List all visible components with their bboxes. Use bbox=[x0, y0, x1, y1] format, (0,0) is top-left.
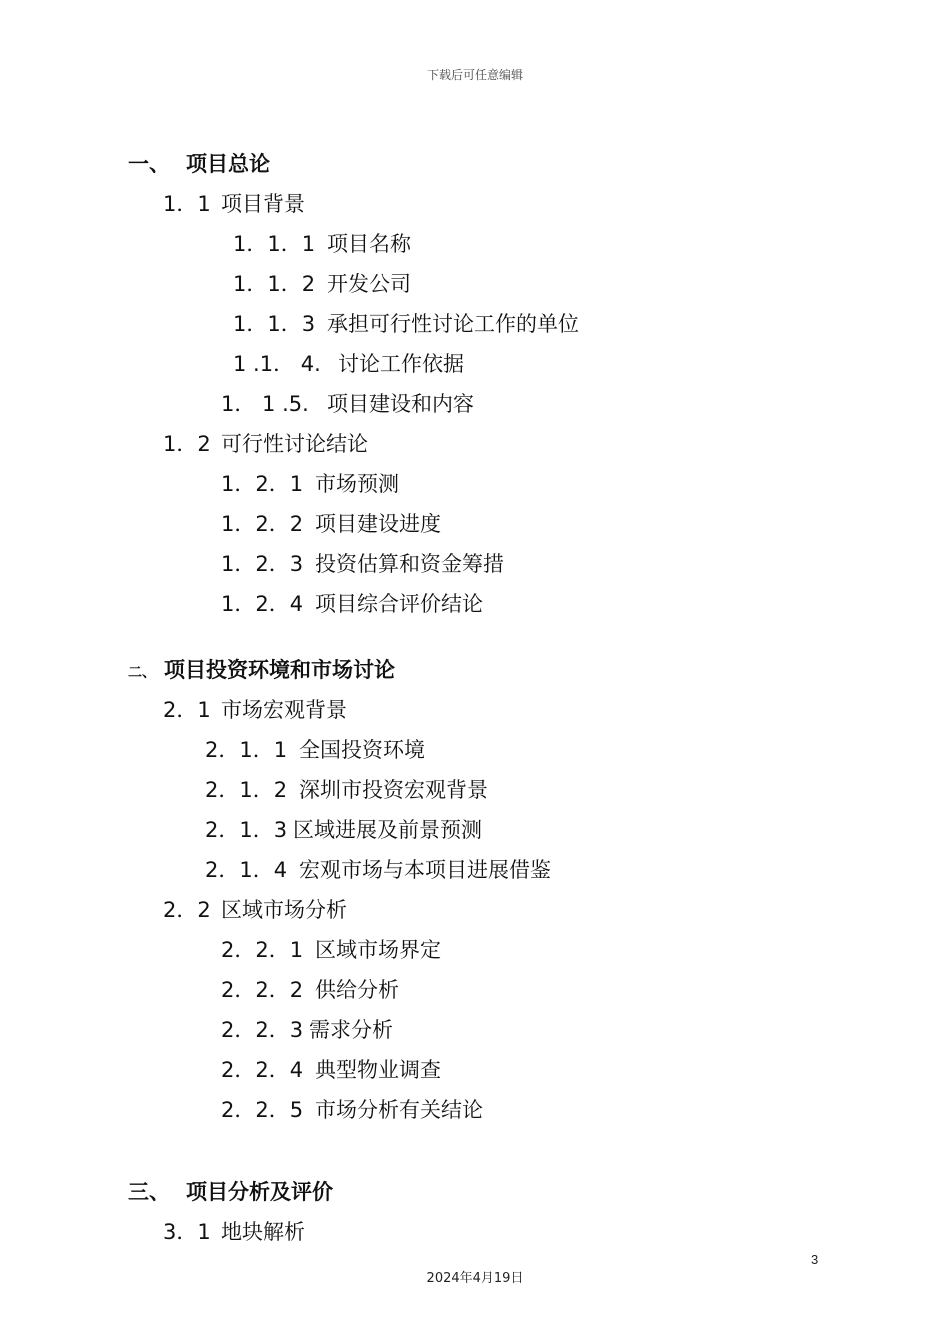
toc-text: 全国投资环境 bbox=[299, 738, 425, 762]
toc-text: 区域市场界定 bbox=[315, 938, 441, 962]
toc-heading-1[interactable] bbox=[128, 148, 270, 178]
toc-number: 2．2．4 bbox=[221, 1058, 304, 1082]
toc-number: 1．1．2 bbox=[233, 272, 316, 296]
toc-text: 市场预测 bbox=[315, 472, 399, 496]
toc-number: 1．2．4 bbox=[221, 592, 304, 616]
toc-number: 2．1 bbox=[163, 698, 211, 722]
toc-entry[interactable] bbox=[221, 548, 504, 578]
toc-entry[interactable] bbox=[221, 508, 441, 538]
toc-entry[interactable] bbox=[221, 468, 399, 498]
toc-entry[interactable] bbox=[163, 428, 368, 458]
toc-text: 项目名称 bbox=[327, 232, 411, 256]
toc-text: 开发公司 bbox=[327, 272, 411, 296]
toc-entry[interactable] bbox=[163, 188, 305, 218]
toc-heading-3[interactable] bbox=[128, 1176, 333, 1206]
toc-text: 市场分析有关结论 bbox=[315, 1098, 483, 1122]
toc-text: 供给分析 bbox=[315, 978, 399, 1002]
toc-entry[interactable] bbox=[221, 1014, 393, 1044]
page-number: 3 bbox=[811, 1252, 819, 1267]
toc-text: 区域进展及前景预测 bbox=[293, 818, 482, 842]
toc-heading-2[interactable] bbox=[128, 654, 395, 684]
toc-entry[interactable] bbox=[205, 814, 482, 844]
toc-text: 项目建设进度 bbox=[315, 512, 441, 536]
toc-text: 区域市场分析 bbox=[221, 898, 347, 922]
toc-number: 1．2．3 bbox=[221, 552, 304, 576]
toc-number: 1．1．1 bbox=[233, 232, 316, 256]
toc-entry[interactable] bbox=[233, 268, 411, 298]
page-header: 下载后可任意编辑 bbox=[426, 68, 523, 82]
toc-text: 深圳市投资宏观背景 bbox=[299, 778, 488, 802]
toc-entry[interactable] bbox=[205, 734, 425, 764]
toc-text: 典型物业调查 bbox=[315, 1058, 441, 1082]
toc-text: 项目建设和内容 bbox=[327, 392, 474, 416]
toc-number: 1．2．2 bbox=[221, 512, 304, 536]
toc-text: 市场宏观背景 bbox=[221, 698, 347, 722]
toc-entry[interactable] bbox=[221, 388, 474, 418]
toc-entry[interactable] bbox=[221, 1094, 483, 1124]
toc-text: 项目总论 bbox=[186, 152, 270, 176]
toc-text: 可行性讨论结论 bbox=[221, 432, 368, 456]
toc-number: 2．2．3 bbox=[221, 1018, 304, 1042]
toc-number: 2．1．4 bbox=[205, 858, 288, 882]
toc-number: 1．2．1 bbox=[221, 472, 304, 496]
toc-number: 1．1 bbox=[163, 192, 211, 216]
toc-number: 三、 bbox=[128, 1180, 170, 1204]
toc-text: 宏观市场与本项目进展借鉴 bbox=[299, 858, 551, 882]
toc-number: 3．1 bbox=[163, 1220, 211, 1244]
toc-number: 2．1．3 bbox=[205, 818, 288, 842]
toc-text: 项目综合评价结论 bbox=[315, 592, 483, 616]
toc-number: 1 .1． 4. bbox=[233, 352, 321, 376]
toc-entry[interactable] bbox=[221, 974, 399, 1004]
toc-entry[interactable] bbox=[221, 588, 483, 618]
toc-entry[interactable] bbox=[233, 308, 579, 338]
toc-number: 2．1．2 bbox=[205, 778, 288, 802]
toc-number: 2．2．1 bbox=[221, 938, 304, 962]
toc-number: 二、 bbox=[128, 665, 156, 681]
toc-entry[interactable] bbox=[163, 694, 347, 724]
toc-text: 讨论工作依据 bbox=[338, 352, 464, 376]
toc-text: 项目背景 bbox=[221, 192, 305, 216]
toc-number: 1．1．3 bbox=[233, 312, 316, 336]
toc-number: 2．1．1 bbox=[205, 738, 288, 762]
toc-number: 2．2．5 bbox=[221, 1098, 304, 1122]
toc-number: 2．2 bbox=[163, 898, 211, 922]
toc-entry[interactable] bbox=[221, 1054, 441, 1084]
toc-number: 1．2 bbox=[163, 432, 211, 456]
toc-text: 承担可行性讨论工作的单位 bbox=[327, 312, 579, 336]
toc-entry[interactable] bbox=[205, 854, 551, 884]
toc-entry[interactable] bbox=[221, 934, 441, 964]
footer-date: 2024年4月19日 bbox=[426, 1271, 524, 1286]
toc-text: 地块解析 bbox=[221, 1220, 305, 1244]
toc-number: 1． 1 .5. bbox=[221, 392, 309, 416]
toc-text: 投资估算和资金筹措 bbox=[315, 552, 504, 576]
toc-text: 项目投资环境和市场讨论 bbox=[164, 658, 395, 682]
toc-number: 2．2．2 bbox=[221, 978, 304, 1002]
toc-entry[interactable] bbox=[163, 1216, 305, 1246]
toc-text: 项目分析及评价 bbox=[186, 1180, 333, 1204]
toc-entry[interactable] bbox=[163, 894, 347, 924]
toc-number: 一、 bbox=[128, 152, 170, 176]
toc-entry[interactable] bbox=[233, 228, 411, 258]
toc-entry[interactable] bbox=[233, 348, 464, 378]
toc-entry[interactable] bbox=[205, 774, 488, 804]
toc-text: 需求分析 bbox=[309, 1018, 393, 1042]
